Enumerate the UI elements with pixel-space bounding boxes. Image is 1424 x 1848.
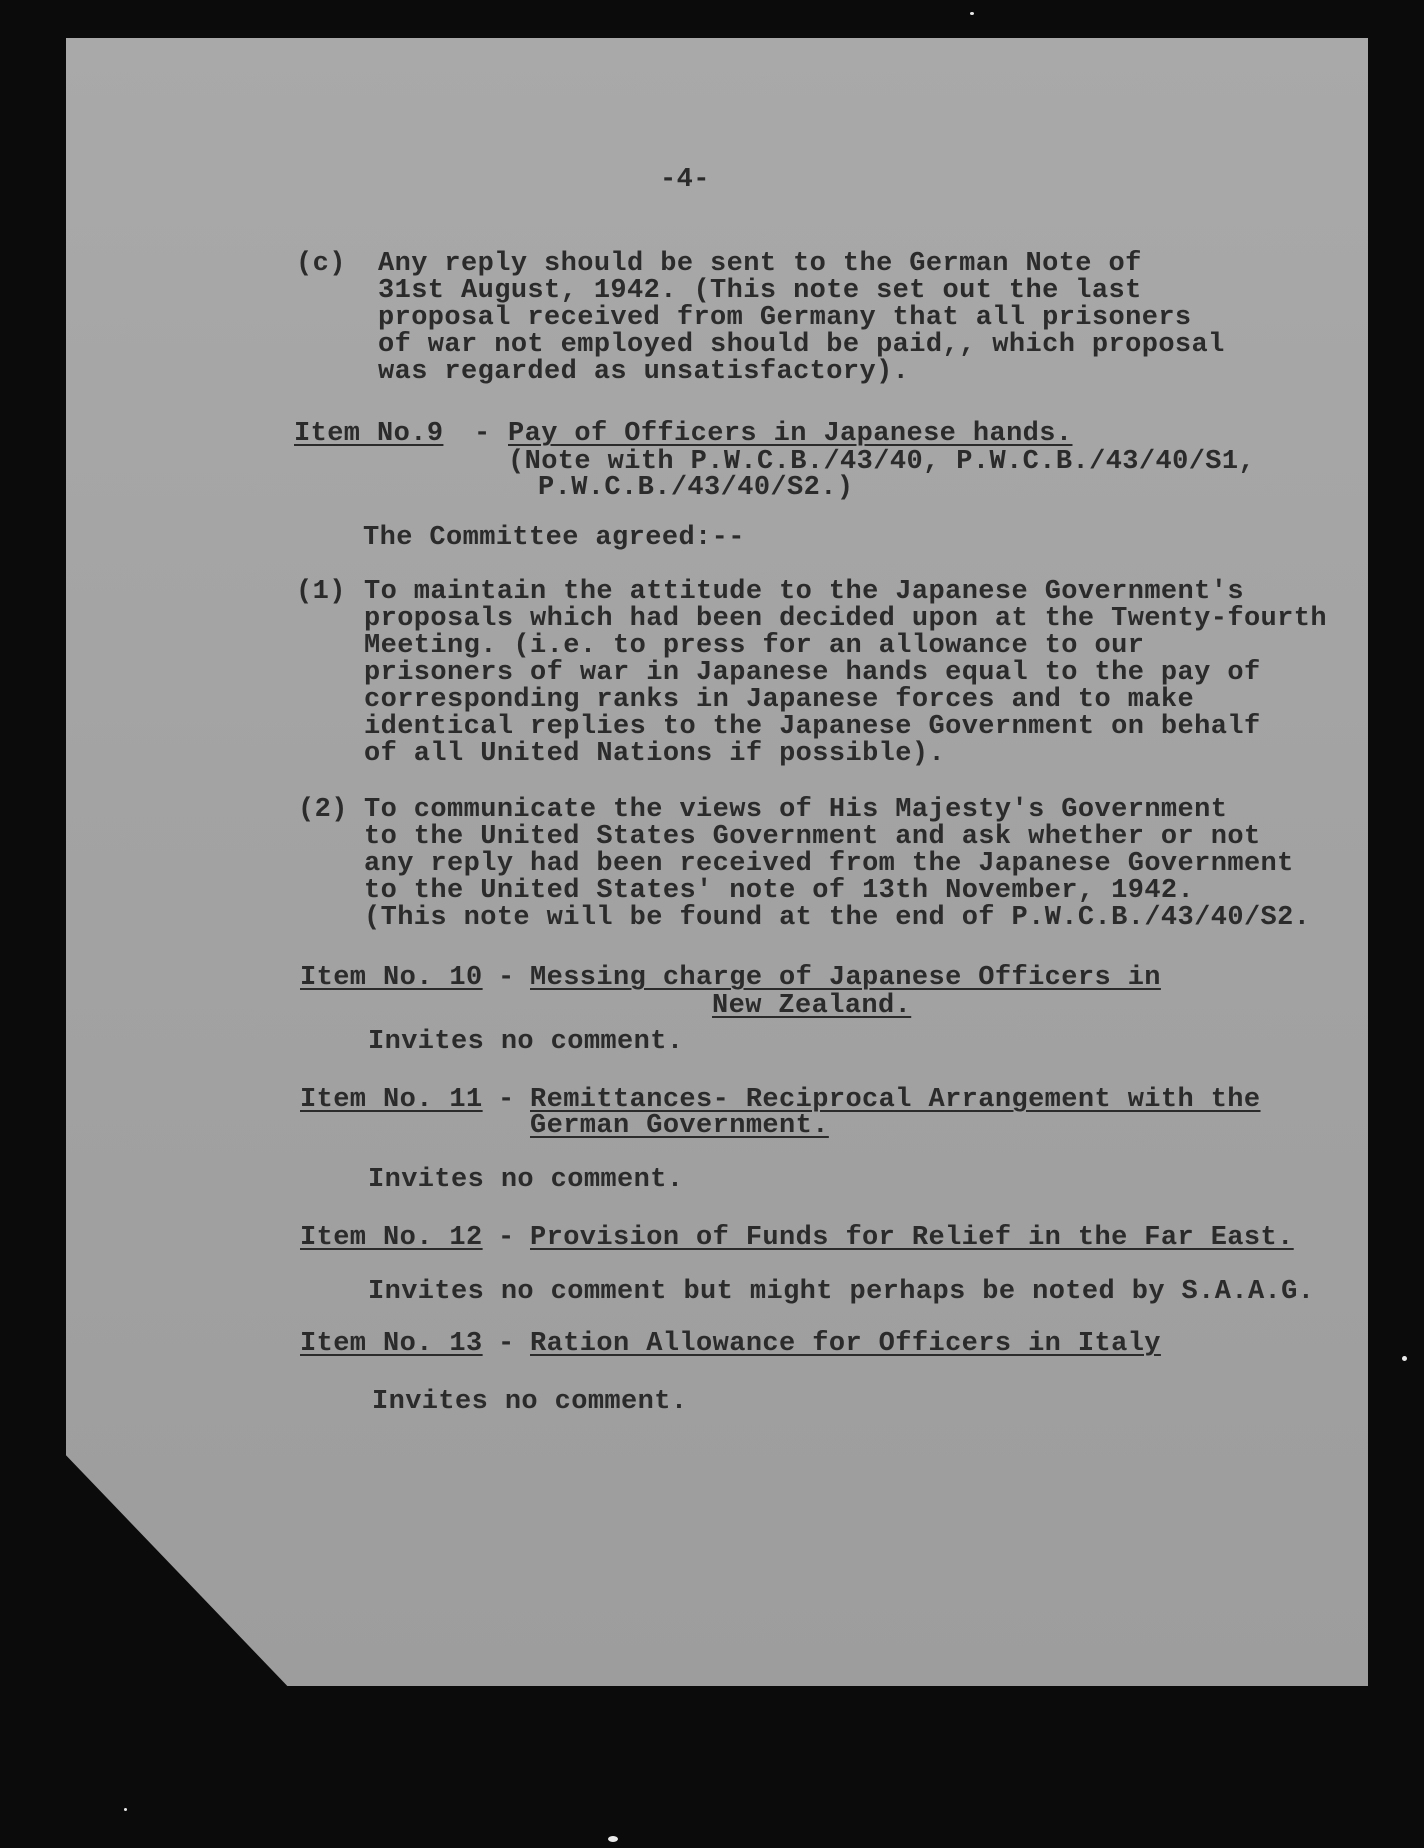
item-c-line: proposal received from Germany that all prisoners: [378, 303, 1192, 333]
point-1-line: corresponding ranks in Japanese forces and to make: [364, 685, 1195, 715]
item9-label: Item No.9: [294, 419, 444, 449]
point-2-line: To communicate the views of His Majesty's Government: [364, 795, 1228, 825]
dust-speck: [608, 1836, 618, 1842]
item12-dash: -: [498, 1223, 515, 1253]
item10-comment: Invites no comment.: [368, 1027, 684, 1057]
item9-title: Pay of Officers in Japanese hands.: [508, 419, 1073, 449]
dust-speck: [1402, 1356, 1407, 1361]
item12-comment: Invites no comment but might perhaps be noted by S.A.A.G.: [368, 1277, 1315, 1307]
item13-label: Item No. 13: [300, 1329, 483, 1359]
point-1-line: To maintain the attitude to the Japanese Government's: [364, 577, 1244, 607]
point-1-line: identical replies to the Japanese Government on behalf: [364, 712, 1261, 742]
point-2-line: to the United States' note of 13th November, 1942.: [364, 876, 1195, 906]
item9-dash: -: [474, 419, 491, 449]
item13-title: Ration Allowance for Officers in Italy: [530, 1329, 1161, 1359]
committee-agreed: The Committee agreed:--: [363, 523, 745, 553]
item10-title: Messing charge of Japanese Officers in: [530, 963, 1161, 993]
point-2-label: (2): [298, 795, 348, 825]
item10-title-continued: New Zealand.: [712, 991, 912, 1021]
item12-label: Item No. 12: [300, 1223, 483, 1253]
item10-label: Item No. 10: [300, 963, 483, 993]
point-2-line: (This note will be found at the end of P.W.C.B./43/40/S2.: [364, 903, 1311, 933]
item-c-line: Any reply should be sent to the German Note of: [378, 249, 1142, 279]
item9-note-line: P.W.C.B./43/40/S2.): [538, 473, 854, 503]
point-1-line: prisoners of war in Japanese hands equal to the pay of: [364, 658, 1261, 688]
item9-note-line: (Note with P.W.C.B./43/40, P.W.C.B./43/40/S1,: [508, 447, 1256, 477]
point-1-line: of all United Nations if possible).: [364, 739, 946, 769]
item11-title-continued: German Government.: [530, 1111, 829, 1141]
item13-comment: Invites no comment.: [372, 1387, 688, 1417]
item12-title: Provision of Funds for Relief in the Far East.: [530, 1223, 1294, 1253]
page-number: -4-: [660, 165, 710, 195]
item13-dash: -: [498, 1329, 515, 1359]
item11-title: Remittances- Reciprocal Arrangement with the: [530, 1085, 1261, 1115]
item11-label: Item No. 11: [300, 1085, 483, 1115]
item-c-line: 31st August, 1942. (This note set out the last: [378, 276, 1142, 306]
dust-speck: [124, 1808, 127, 1811]
item11-dash: -: [498, 1085, 515, 1115]
point-1-line: proposals which had been decided upon at the Twenty-fourth: [364, 604, 1327, 634]
item10-dash: -: [498, 963, 515, 993]
point-1-line: Meeting. (i.e. to press for an allowance to our: [364, 631, 1145, 661]
item-c-line: of war not employed should be paid,, which proposal: [378, 330, 1225, 360]
item-c-line: was regarded as unsatisfactory).: [378, 357, 910, 387]
point-2-line: any reply had been received from the Japanese Government: [364, 849, 1294, 879]
item11-comment: Invites no comment.: [368, 1165, 684, 1195]
item-c-label: (c): [296, 249, 346, 279]
dust-speck: [970, 12, 974, 15]
point-1-label: (1): [296, 577, 346, 607]
point-2-line: to the United States Government and ask whether or not: [364, 822, 1261, 852]
